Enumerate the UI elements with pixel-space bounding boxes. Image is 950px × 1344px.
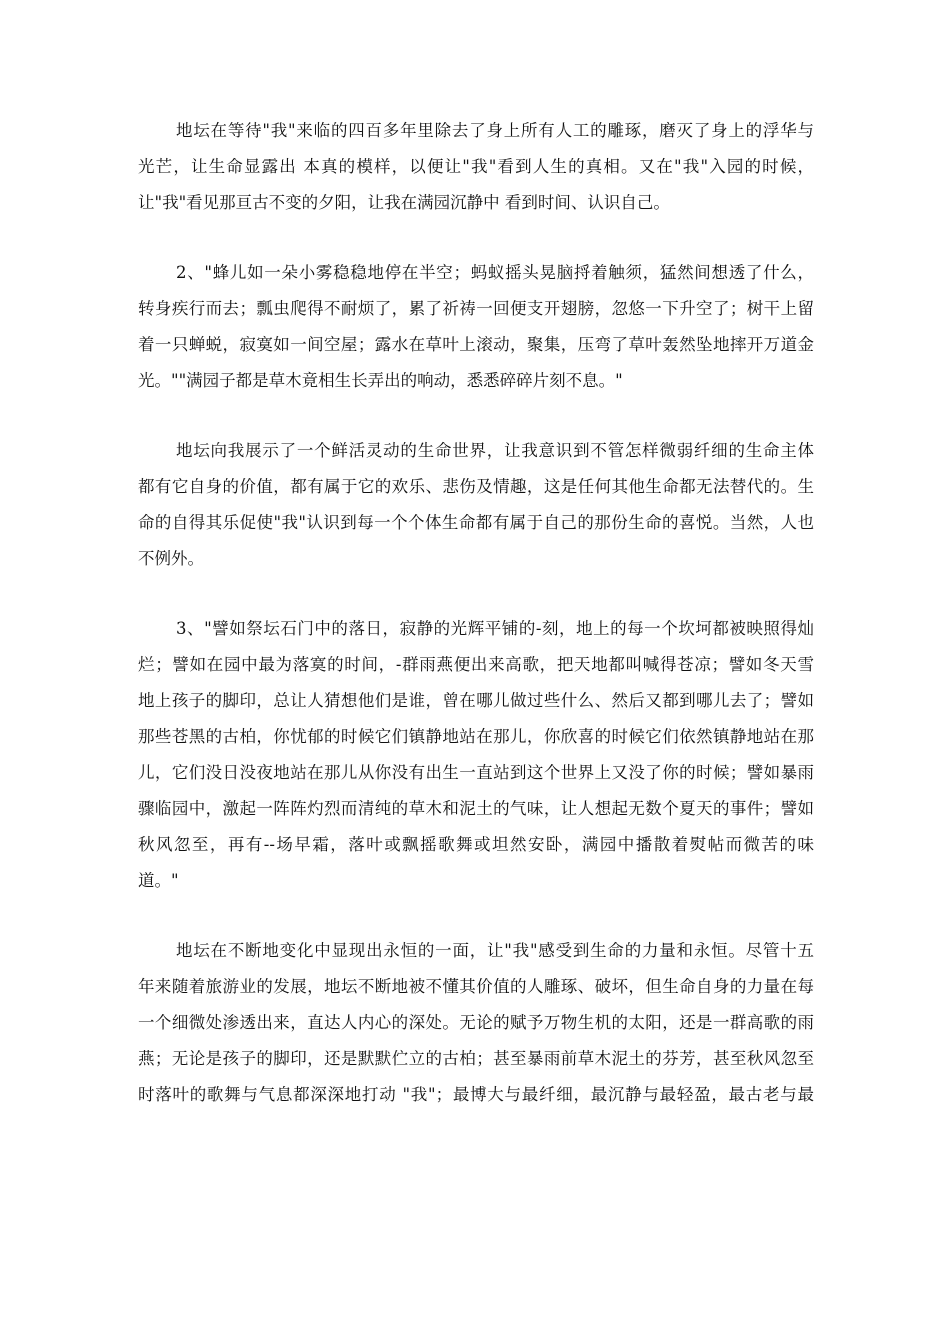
text-line: 骤临园中，激起一阵阵灼烈而清纯的草木和泥土的气味，让人想起无数个夏天的事件；譬如 [138,799,814,818]
document-body [138,113,814,1147]
paragraph-4 [138,611,814,899]
text-line: 秋风忽至，再有--场早霜，落叶或飘摇歌舞或坦然安卧，满园中播散着熨帖而微苦的味 [138,835,814,854]
paragraph-5 [138,933,814,1113]
text-line: 着一只蝉蜕，寂寞如一间空屋；露水在草叶上滚动，聚集，压弯了草叶轰然坠地摔开万道金 [138,335,814,354]
text-line: 地坛在等待"我"来临的四百多年里除去了身上所有人工的雕琢，磨灭了身上的浮华与 [176,121,814,140]
text-line: 转身疾行而去；瓢虫爬得不耐烦了，累了祈祷一回便支开翅膀，忽悠一下升空了；树干上留 [138,299,814,318]
text-line: 2、"蜂儿如一朵小雾稳稳地停在半空；蚂蚁摇头晃脑捋着触须，猛然间想透了什么， [176,263,814,282]
text-line: 地上孩子的脚印，总让人猜想他们是谁，曾在哪儿做过些什么、然后又都到哪儿去了；譬如 [138,691,814,710]
paragraph-3 [138,433,814,577]
text-line: 地坛向我展示了一个鲜活灵动的生命世界，让我意识到不管怎样微弱纤细的生命主体 [176,441,814,460]
text-line: 不例外。 [138,549,204,568]
text-line: 烂；譬如在园中最为落寞的时间，-群雨燕便出来高歌，把天地都叫喊得苍凉；譬如冬天雪 [138,655,814,674]
text-line: 3、"譬如祭坛石门中的落日，寂静的光辉平铺的-刻，地上的每一个坎坷都被映照得灿 [176,619,814,638]
text-line: 一个细微处渗透出来，直达人内心的深处。无论的赋予万物生机的太阳，还是一群高歌的雨 [138,1013,814,1032]
text-line: 命的自得其乐促使"我"认识到每一个个体生命都有属于自己的那份生命的喜悦。当然，人也 [138,513,814,532]
text-line: 儿，它们没日没夜地站在那儿从你没有出生一直站到这个世界上又没了你的时候；譬如暴雨 [138,763,814,782]
text-line: 道。" [138,871,179,890]
text-line: 光芒，让生命显露出 本真的模样，以便让"我"看到人生的真相。又在"我"入园的时候， [138,157,814,176]
text-line: 都有它自身的价值，都有属于它的欢乐、悲伤及情趣，这是任何其他生命都无法替代的。生 [138,477,814,496]
text-line: 让"我"看见那亘古不变的夕阳，让我在满园沉静中 看到时间、认识自己。 [138,193,670,212]
text-line: 那些苍黑的古柏，你忧郁的时候它们镇静地站在那儿，你欣喜的时候它们依然镇静地站在那 [138,727,814,746]
text-line: 时落叶的歌舞与气息都深深地打动 "我"；最博大与最纤细，最沉静与最轻盈，最古老与最 [138,1085,814,1104]
paragraph-2 [138,255,814,399]
text-line: 燕；无论是孩子的脚印，还是默默伫立的古柏；甚至暴雨前草木泥土的芬芳，甚至秋风忽至 [138,1049,814,1068]
text-line: 地坛在不断地变化中显现出永恒的一面，让"我"感受到生命的力量和永恒。尽管十五 [176,941,814,960]
paragraph-1 [138,113,814,221]
text-line: 年来随着旅游业的发展，地坛不断地被不懂其价值的人雕琢、破坏，但生命自身的力量在每 [138,977,814,996]
text-line: 光。""满园子都是草木竟相生长弄出的响动，悉悉碎碎片刻不息。" [138,371,623,390]
